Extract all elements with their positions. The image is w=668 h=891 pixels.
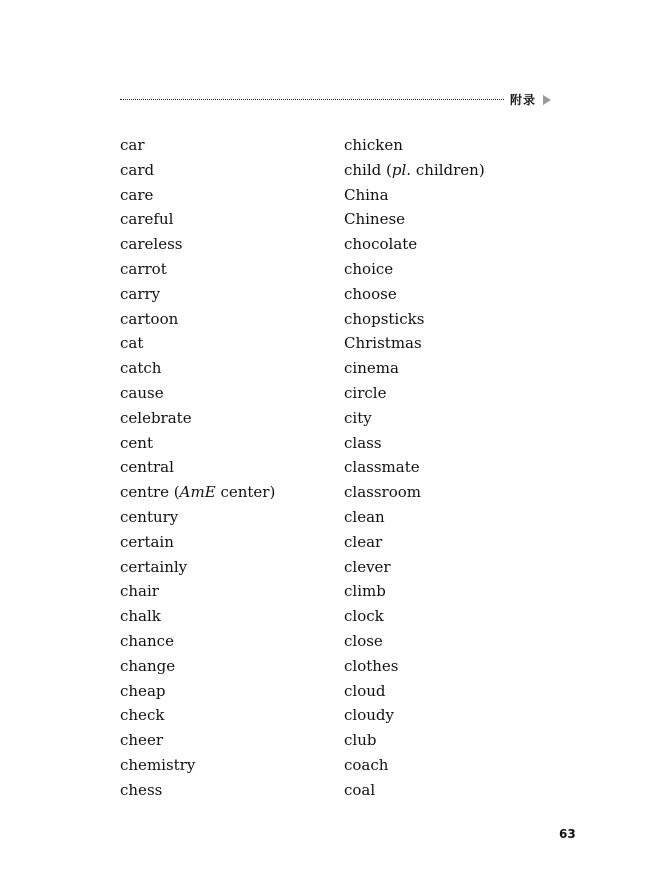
vocabulary-entry bbox=[344, 753, 485, 778]
vocabulary-entry bbox=[344, 133, 485, 158]
entry-word: carrot bbox=[120, 259, 167, 278]
vocabulary-entry bbox=[344, 307, 485, 332]
entry-note-open: ( bbox=[386, 160, 392, 179]
vocabulary-entry bbox=[120, 505, 275, 530]
vocabulary-entry bbox=[120, 331, 275, 356]
vocabulary-entry bbox=[344, 282, 485, 307]
entry-word: Christmas bbox=[344, 334, 422, 353]
entry-word: classroom bbox=[344, 483, 421, 502]
entry-word: care bbox=[120, 185, 154, 204]
entry-word: chemistry bbox=[120, 755, 196, 774]
vocabulary-entry bbox=[120, 778, 275, 803]
vocabulary-entry bbox=[120, 133, 275, 158]
header-section-label: 附录 bbox=[510, 93, 537, 107]
vocabulary-entry bbox=[120, 579, 275, 604]
vocabulary-entry bbox=[120, 282, 275, 307]
entry-note-text: center) bbox=[215, 483, 276, 502]
entry-word: car bbox=[120, 136, 145, 154]
entry-word: club bbox=[344, 731, 377, 750]
vocabulary-list bbox=[120, 133, 540, 803]
entry-word: China bbox=[344, 185, 389, 204]
vocabulary-entry bbox=[344, 381, 485, 406]
entry-word: chance bbox=[120, 631, 174, 650]
entry-note-open: ( bbox=[173, 483, 180, 502]
entry-word: cat bbox=[120, 334, 144, 353]
entry-word: cloudy bbox=[344, 706, 394, 725]
vocabulary-entry bbox=[120, 455, 275, 480]
entry-word: careful bbox=[120, 210, 174, 229]
entry-word: cartoon bbox=[120, 309, 179, 328]
vocabulary-entry bbox=[344, 505, 485, 530]
entry-word: catch bbox=[120, 359, 162, 378]
entry-word: cheer bbox=[120, 731, 163, 750]
vocabulary-entry bbox=[344, 455, 485, 480]
vocabulary-entry bbox=[120, 307, 275, 332]
vocabulary-entry bbox=[120, 232, 275, 257]
page-number: 63 bbox=[559, 827, 576, 841]
entry-word: check bbox=[120, 706, 165, 725]
vocabulary-entry bbox=[120, 480, 275, 505]
vocabulary-entry bbox=[344, 530, 485, 555]
vocabulary-entry bbox=[344, 629, 485, 654]
entry-note-abbrev: pl. bbox=[391, 160, 412, 179]
vocabulary-entry bbox=[344, 406, 485, 431]
vocabulary-entry bbox=[344, 183, 485, 208]
entry-word: certain bbox=[120, 532, 174, 551]
entry-word: century bbox=[120, 507, 179, 526]
entry-word: certainly bbox=[120, 557, 188, 576]
entry-word: chocolate bbox=[344, 235, 418, 254]
entry-word: choose bbox=[344, 284, 397, 303]
running-header bbox=[120, 92, 556, 108]
entry-word: card bbox=[120, 160, 155, 179]
vocabulary-entry bbox=[344, 331, 485, 356]
vocabulary-entry bbox=[120, 753, 275, 778]
entry-word: close bbox=[344, 631, 383, 650]
vocabulary-column-right bbox=[344, 133, 485, 803]
entry-word: circle bbox=[344, 383, 387, 402]
vocabulary-entry bbox=[344, 679, 485, 704]
entry-word: choice bbox=[344, 259, 394, 278]
vocabulary-entry bbox=[120, 654, 275, 679]
entry-word: central bbox=[120, 458, 174, 477]
entry-word: city bbox=[344, 408, 372, 427]
entry-word: child bbox=[344, 160, 382, 179]
vocabulary-entry bbox=[120, 183, 275, 208]
vocabulary-entry bbox=[344, 703, 485, 728]
vocabulary-entry bbox=[344, 555, 485, 580]
entry-word: carry bbox=[120, 284, 161, 303]
vocabulary-entry bbox=[120, 728, 275, 753]
entry-word: celebrate bbox=[120, 408, 192, 427]
entry-word: cheap bbox=[120, 681, 166, 700]
vocabulary-entry bbox=[120, 555, 275, 580]
vocabulary-entry bbox=[120, 207, 275, 232]
vocabulary-entry bbox=[120, 629, 275, 654]
entry-word: climb bbox=[344, 582, 386, 601]
entry-note-text: children) bbox=[411, 160, 485, 179]
entry-word: cent bbox=[120, 433, 153, 452]
entry-word: cinema bbox=[344, 359, 399, 378]
entry-word: class bbox=[344, 433, 382, 452]
entry-word: change bbox=[120, 656, 176, 675]
entry-word: coal bbox=[344, 780, 376, 799]
entry-word: cloud bbox=[344, 681, 386, 700]
entry-word: cause bbox=[120, 383, 164, 402]
vocabulary-entry bbox=[344, 480, 485, 505]
header-dotted-rule bbox=[120, 99, 504, 100]
entry-word: clever bbox=[344, 557, 391, 576]
entry-note-abbrev: AmE bbox=[179, 483, 216, 502]
triangle-right-icon bbox=[543, 95, 551, 105]
entry-word: centre bbox=[120, 483, 170, 502]
vocabulary-entry bbox=[344, 431, 485, 456]
vocabulary-entry bbox=[120, 431, 275, 456]
vocabulary-entry bbox=[344, 654, 485, 679]
entry-word: chicken bbox=[344, 136, 403, 154]
vocabulary-entry bbox=[120, 679, 275, 704]
entry-word: chess bbox=[120, 780, 163, 799]
vocabulary-entry bbox=[344, 356, 485, 381]
vocabulary-entry bbox=[120, 257, 275, 282]
vocabulary-entry bbox=[120, 158, 275, 183]
entry-note bbox=[386, 161, 485, 179]
vocabulary-entry bbox=[344, 257, 485, 282]
entry-word: clear bbox=[344, 532, 383, 551]
vocabulary-entry bbox=[344, 158, 485, 183]
vocabulary-entry bbox=[344, 778, 485, 803]
entry-word: clean bbox=[344, 507, 385, 526]
entry-word: chalk bbox=[120, 607, 161, 626]
entry-word: clothes bbox=[344, 656, 399, 675]
entry-note bbox=[174, 483, 276, 501]
vocabulary-entry bbox=[120, 604, 275, 629]
entry-word: clock bbox=[344, 607, 384, 626]
vocabulary-entry bbox=[120, 356, 275, 381]
vocabulary-entry bbox=[120, 703, 275, 728]
vocabulary-column-left bbox=[120, 133, 275, 803]
vocabulary-entry bbox=[120, 381, 275, 406]
entry-word: classmate bbox=[344, 458, 420, 477]
vocabulary-entry bbox=[344, 604, 485, 629]
entry-word: coach bbox=[344, 755, 389, 774]
entry-word: careless bbox=[120, 235, 183, 254]
entry-word: chopsticks bbox=[344, 309, 425, 328]
entry-word: chair bbox=[120, 582, 159, 601]
vocabulary-entry bbox=[344, 232, 485, 257]
vocabulary-entry bbox=[120, 530, 275, 555]
vocabulary-entry bbox=[120, 406, 275, 431]
vocabulary-entry bbox=[344, 728, 485, 753]
entry-word: Chinese bbox=[344, 210, 406, 229]
vocabulary-entry bbox=[344, 579, 485, 604]
vocabulary-entry bbox=[344, 207, 485, 232]
